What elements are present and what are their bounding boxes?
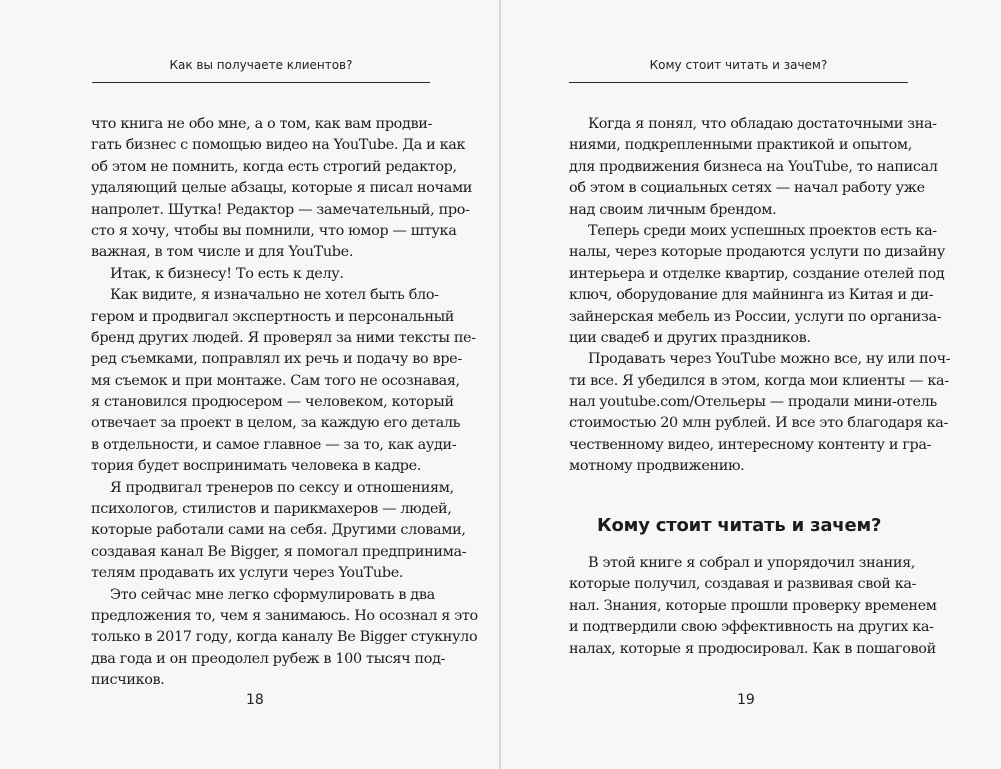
text-line: важная, в том числе и для YouTube. bbox=[91, 244, 354, 261]
text-line: Продавать через YouTube можно все, ну или поч- bbox=[588, 351, 951, 368]
text-line: нал. Знания, которые прошли проверку временем bbox=[569, 597, 937, 614]
text-line: мотному продвижению. bbox=[569, 458, 745, 475]
text-line: Это сейчас мне легко сформулировать в два bbox=[110, 586, 435, 603]
text-line: два года и он преодолел рубеж в 100 тысяч под- bbox=[91, 650, 446, 667]
text-line: Когда я понял, что обладаю достаточными зна- bbox=[588, 116, 937, 132]
text-line: ключ, оборудование для майнинга из Китая и ди- bbox=[569, 287, 934, 304]
text-line: гером и продвигал экспертность и персональный bbox=[91, 308, 455, 325]
text-line: гать бизнес с помощью видео на YouTube. Да и как bbox=[91, 137, 466, 154]
text-line: стоимостью 20 млн рублей. И все это благодаря ка- bbox=[569, 415, 949, 432]
header-rule bbox=[92, 82, 430, 83]
text-line: Как видите, я изначально не хотел быть бло- bbox=[110, 287, 439, 304]
text-line: которые получил, создавая и развивая свой ка- bbox=[569, 576, 917, 593]
text-line: зайнерская мебель из России, услуги по организа- bbox=[569, 308, 942, 325]
text-line: налах, которые я продюсировал. Как в пошаговой bbox=[569, 640, 936, 657]
text-line: психологов, стилистов и парикмахеров — людей, bbox=[91, 501, 452, 518]
body-text bbox=[91, 114, 478, 692]
text-line: я становился продюсером — человеком, который bbox=[91, 394, 454, 411]
text-line: и подтвердили свою эффективность на других ка- bbox=[569, 619, 934, 636]
text-line: удаляющий целые абзацы, которые я писал ночами bbox=[91, 180, 473, 197]
text-line: напролет. Шутка! Редактор — замечательный, про- bbox=[91, 201, 470, 218]
text-line: сто я хочу, чтобы вы помнили, что юмор — штука bbox=[91, 222, 457, 239]
text-line: в отдельности, и самое главное — за то, как ауди- bbox=[91, 436, 457, 453]
text-line: отвечает за проект в целом, за каждую его деталь bbox=[91, 415, 461, 432]
text-line: для продвижения бизнеса на YouTube, то написал bbox=[569, 158, 938, 175]
text-line: ниями, подкрепленными практикой и опытом, bbox=[569, 137, 912, 154]
paragraph bbox=[91, 285, 476, 478]
text-line: бренд других людей. Я проверял за ними тексты пе- bbox=[91, 329, 476, 346]
text-line: предложения то, чем я занимаюсь. Но осознал я это bbox=[91, 607, 478, 624]
section-body-text bbox=[569, 553, 937, 660]
right-page bbox=[501, 0, 1001, 769]
page-number: 18 bbox=[246, 692, 264, 708]
header-rule bbox=[569, 82, 908, 83]
text-line: телям продавать их услуги через YouTube. bbox=[91, 565, 404, 582]
text-line: писчиков. bbox=[91, 672, 165, 689]
text-line: нал youtube.com/Отельеры — продали мини-отель bbox=[569, 394, 937, 411]
text-line: интерьера и отделке квартир, создание отелей под bbox=[569, 265, 945, 282]
text-line: Теперь среди моих успешных проектов есть ка- bbox=[588, 222, 937, 239]
text-line: об этом в социальных сетях — начал работу уже bbox=[569, 180, 925, 197]
text-line: которые работали сами на себя. Другими словами, bbox=[91, 522, 466, 539]
left-page bbox=[0, 0, 500, 769]
paragraph bbox=[569, 221, 945, 349]
text-line: создавая канал Be Bigger, я помогал предпринима- bbox=[91, 543, 467, 560]
paragraph bbox=[91, 114, 473, 264]
paragraph bbox=[91, 585, 478, 692]
page-number: 19 bbox=[737, 692, 755, 708]
text-line: Я продвигал тренеров по сексу и отношениям, bbox=[110, 479, 454, 496]
paragraph bbox=[569, 114, 938, 221]
paragraph bbox=[569, 349, 951, 477]
body-text bbox=[569, 114, 951, 478]
paragraph bbox=[569, 553, 937, 660]
text-line: что книга не обо мне, а о том, как вам продви- bbox=[91, 116, 433, 132]
text-line: над своим личным брендом. bbox=[569, 201, 777, 218]
text-line: тория будет воспринимать человека в кадре. bbox=[91, 458, 421, 475]
running-head: Кому стоит читать и зачем? bbox=[649, 58, 828, 72]
text-line: ред съемками, поправлял их речь и подачу во вре- bbox=[91, 351, 462, 368]
text-line: Итак, к бизнесу! То есть к делу. bbox=[110, 265, 344, 282]
text-line: чественному видео, интересному контенту и гра- bbox=[569, 436, 932, 453]
text-line: только в 2017 году, когда каналу Be Bigger стукнуло bbox=[91, 629, 478, 646]
section-heading: Кому стоит читать и зачем? bbox=[597, 515, 882, 536]
text-line: ти все. Я убедился в этом, когда мои клиенты — ка- bbox=[569, 372, 949, 389]
text-line: налы, через которые продаются услуги по дизайну bbox=[569, 244, 945, 261]
text-line: В этой книге я собрал и упорядочил знания, bbox=[588, 555, 916, 571]
paragraph bbox=[91, 478, 467, 585]
running-head: Как вы получаете клиентов? bbox=[169, 58, 353, 72]
paragraph bbox=[91, 264, 430, 285]
text-line: об этом не помнить, когда есть строгий редактор, bbox=[91, 158, 457, 175]
text-line: ции свадеб и других праздников. bbox=[569, 329, 811, 346]
text-line: мя съемок и при монтаже. Сам того не осознавая, bbox=[91, 372, 460, 389]
